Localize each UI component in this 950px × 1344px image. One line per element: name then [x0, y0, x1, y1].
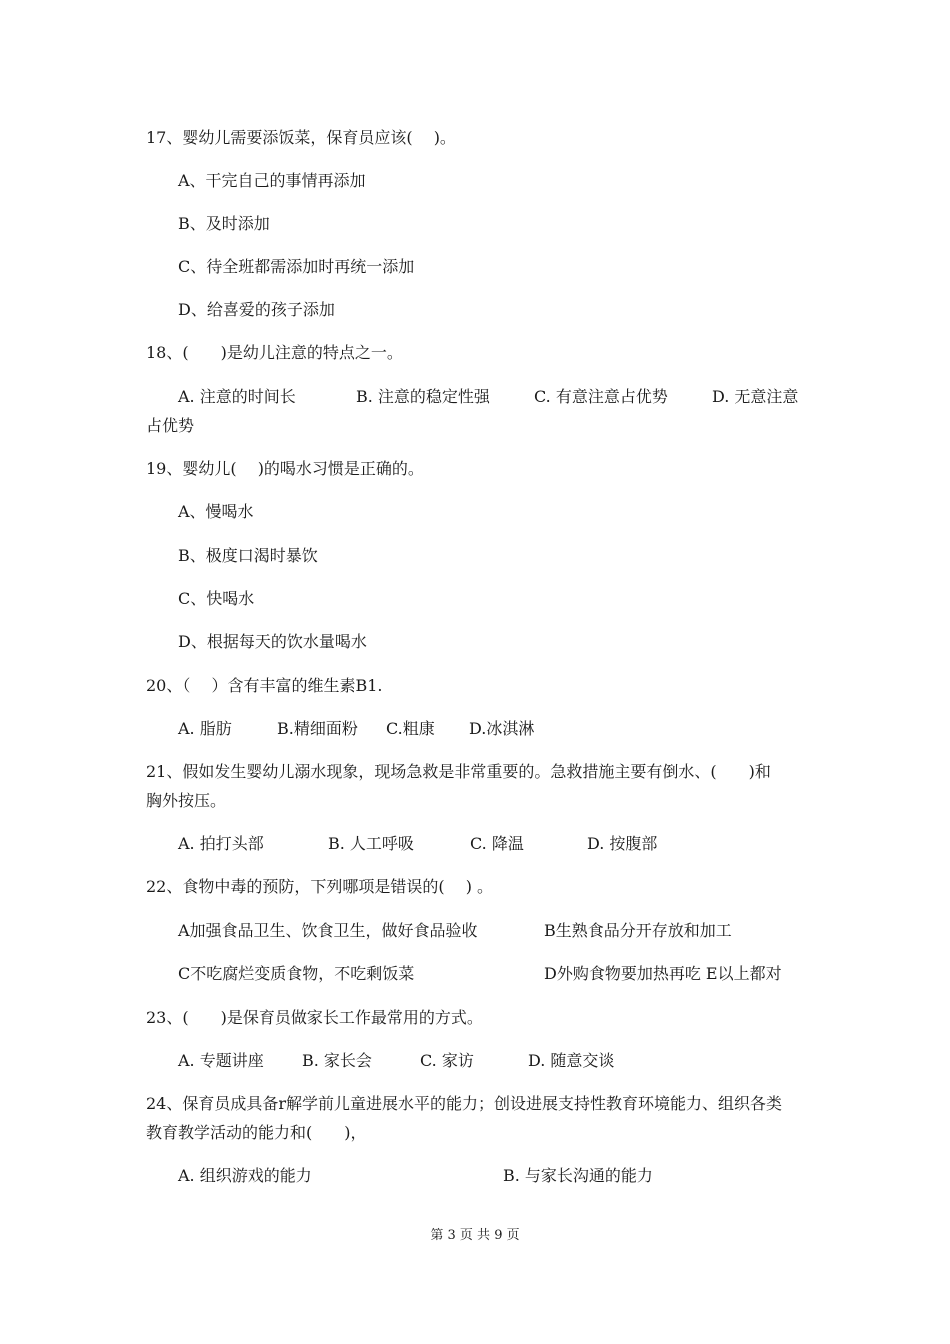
q18-stem: 18、( )是幼儿注意的特点之一。 [146, 343, 403, 362]
q24-stem-line2: 教育教学活动的能力和( )， [146, 1123, 367, 1142]
q23-option-c: C. 家访 [420, 1051, 474, 1070]
q20-option-c: C.粗康 [386, 719, 435, 738]
q22-option-d: D外购食物要加热再吃 E以上都对 [544, 964, 782, 983]
q18-option-b: B. 注意的稳定性强 [356, 387, 490, 406]
q17-option-a: A、干完自己的事情再添加 [178, 171, 366, 190]
q19-stem: 19、婴幼儿( )的喝水习惯是正确的。 [146, 459, 424, 478]
q21-stem-line2: 胸外按压。 [146, 791, 227, 810]
page-number: 第 3 页 共 9 页 [430, 1228, 520, 1243]
q19-option-b: B、极度口渴时暴饮 [178, 546, 318, 565]
q18-option-d-continued: 占优势 [146, 416, 195, 435]
q24-option-a: A. 组织游戏的能力 [178, 1166, 312, 1185]
q23-option-d: D. 随意交谈 [528, 1051, 615, 1070]
q22-option-a: A加强食品卫生、饮食卫生，做好食品验收 [178, 921, 478, 940]
q23-stem: 23、( )是保育员做家长工作最常用的方式。 [146, 1008, 483, 1027]
q20-option-b: B.精细面粉 [277, 719, 358, 738]
q21-option-c: C. 降温 [470, 834, 524, 853]
q22-option-b: B生熟食品分开存放和加工 [544, 921, 732, 940]
q21-option-b: B. 人工呼吸 [328, 834, 414, 853]
q21-option-d: D. 按腹部 [587, 834, 658, 853]
q17-option-c: C、待全班都需添加时再统一添加 [178, 257, 415, 276]
q20-option-a: A. 脂肪 [178, 719, 232, 738]
q19-option-d: D、根据每天的饮水量喝水 [178, 632, 367, 651]
q18-option-c: C. 有意注意占优势 [534, 387, 668, 406]
q19-option-c: C、快喝水 [178, 589, 255, 608]
q24-option-b: B. 与家长沟通的能力 [503, 1166, 653, 1185]
q18-option-a: A. 注意的时间长 [178, 387, 296, 406]
q21-option-a: A. 拍打头部 [178, 834, 264, 853]
q23-option-a: A. 专题讲座 [178, 1051, 264, 1070]
q24-stem-line1: 24、保育员成具备r解学前儿童进展水平的能力；创设进展支持性教育环境能力、组织各类 [146, 1094, 783, 1113]
q20-stem: 20、（ ）含有丰富的维生素B1. [146, 676, 383, 695]
q17-option-d: D、给喜爱的孩子添加 [178, 300, 335, 319]
q23-option-b: B. 家长会 [302, 1051, 372, 1070]
q20-option-d: D.冰淇淋 [469, 719, 535, 738]
q17-option-b: B、及时添加 [178, 214, 270, 233]
q18-option-d: D. 无意注意 [712, 387, 799, 406]
q22-stem: 22、食物中毒的预防，下列哪项是错误的( ) 。 [146, 877, 494, 896]
q19-option-a: A、慢喝水 [178, 502, 254, 521]
q22-option-c: C不吃腐烂变质食物，不吃剩饭菜 [178, 964, 415, 983]
q21-stem-line1: 21、假如发生婴幼儿溺水现象，现场急救是非常重要的。急救措施主要有倒水、( )和 [146, 762, 771, 781]
q17-stem: 17、婴幼儿需要添饭菜，保育员应该( )。 [146, 128, 456, 147]
